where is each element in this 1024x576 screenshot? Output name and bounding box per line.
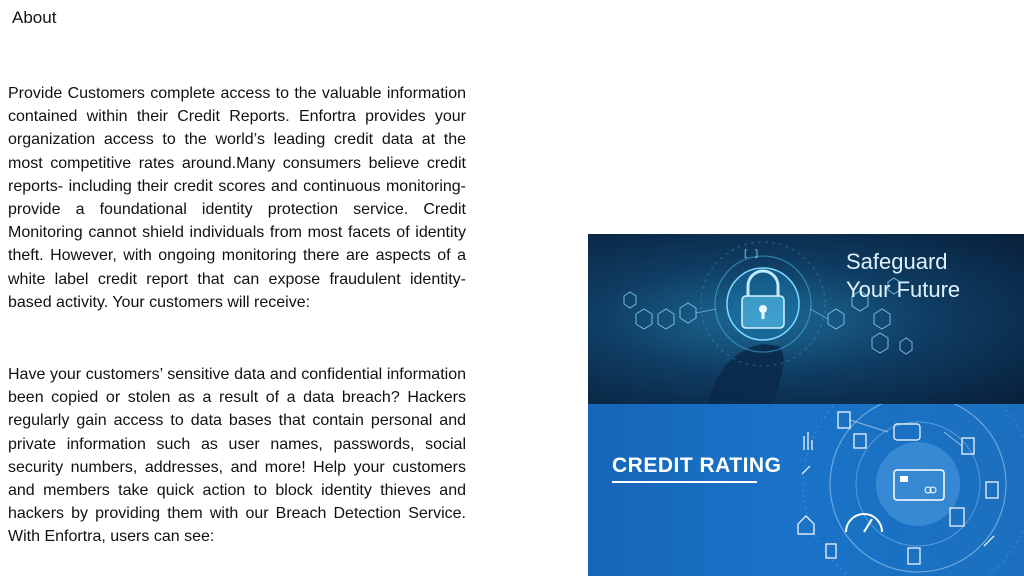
safeguard-caption: [846, 248, 960, 304]
safeguard-caption-line1: Safeguard: [846, 249, 948, 274]
body-paragraph-credit-reports: Provide Customers complete access to the valuable information contained within their Credit Reports. Enfortra provides your organization access to the world’s leading credit data at the most competitive rates around.Many consumers believe credit reports- including their credit scores and continuous monitoring-provide a foundational identity protection service. Credit Monitoring cannot shield individuals from most facets of identity theft. However, with ongoing monitoring there are aspects of a white label credit report that can expose fraudulent identity-based activity. Your customers will receive:: [8, 85, 466, 311]
credit-gauge-icon: [588, 404, 1024, 576]
safeguard-caption-line2: Your Future: [846, 277, 961, 302]
svg-text:[ ]: [ ]: [743, 249, 760, 259]
credit-rating-underline: [612, 481, 757, 483]
page-title: About: [12, 8, 57, 27]
body-paragraph-breach-detection: Have your customers’ sensitive data and confidential information been copied or stolen as a result of a data breach? Hackers regularly gain access to data bases that contain personal and private information such as user names, passwords, social security numbers, addresses, and more! Help your customers and members take quick action to block identity thieves and hackers by providing them with our Breach Detection Service. With Enfortra, users can see:: [8, 366, 466, 546]
safeguard-image: [588, 234, 1024, 404]
credit-rating-title: CREDIT RATING: [612, 454, 782, 477]
credit-rating-image: [588, 404, 1024, 576]
